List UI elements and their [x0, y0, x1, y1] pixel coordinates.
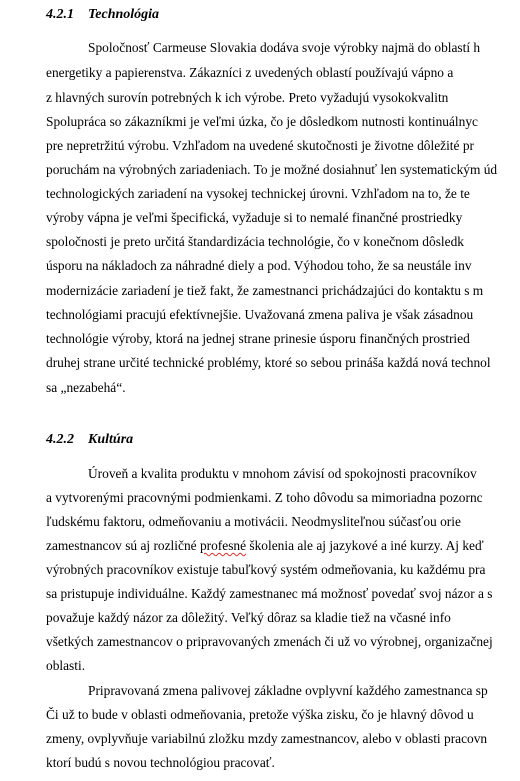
paragraph-line: Či už to bude v oblasti odmeňovania, pretože výška zisku, čo je hlavný dôvod u [46, 707, 474, 722]
section-number: 4.2.2 [46, 432, 74, 447]
paragraph-line: zmeny, ovplyvňuje variabilnú zložku mzdy zamestnancov, alebo v oblasti pracovn [46, 731, 488, 746]
paragraph-line: spoločnosti je preto určitá štandardizácia technológie, čo v konečnom dôsledk [46, 234, 464, 249]
paragraph-line: ktorí budú s novou technológiou pracovať. [46, 755, 275, 770]
section-number: 4.2.1 [46, 7, 74, 22]
paragraph-line: všetkých zamestnancov o pripravovaných zmenách či už vo výrobnej, organizačnej [46, 634, 493, 649]
paragraph-line: úsporu na nákladoch za náhradné diely a pod. Výhodou toho, že sa neustále inv [46, 258, 472, 273]
paragraph-line: ľudskému faktoru, odmeňovaniu a motivácii. Neodmysliteľnou súčasťou orie [46, 514, 461, 529]
paragraph-line: technológiami pracujú efektívnejšie. Uvažovaná zmena paliva je však zásadnou [46, 307, 474, 322]
paragraph-line: energetiky a papierenstva. Zákazníci z uvedených oblastí používajú vápno a [46, 65, 454, 80]
paragraph-line: oblasti. [46, 658, 86, 673]
paragraph-line: technologických zariadení na vysokej technickej úrovni. Vzhľadom na to, že te [46, 186, 470, 201]
text-segment: školenia ale aj jazykové a iné kurzy. Aj keď [246, 538, 484, 553]
paragraph-line: druhej strane určité technické problémy, ktoré so sebou prináša každá nová technol [46, 355, 491, 370]
section-title: Kultúra [88, 432, 134, 447]
paragraph-line: Úroveň a kvalita produktu v mnohom závisí od spokojnosti pracovníkov [88, 466, 477, 481]
paragraph-line: výroby vápna je veľmi špecifická, vyžaduje si to nemalé finančné prostriedky [46, 210, 463, 225]
paragraph-line: výrobných pracovníkov existuje tabuľkový systém odmeňovania, ku každému pra [46, 562, 486, 577]
section-heading-kultura [46, 432, 133, 448]
paragraph-line: Spoločnosť Carmeuse Slovakia dodáva svoje výrobky najmä do oblastí h [88, 40, 481, 55]
section-title: Technológia [88, 7, 160, 22]
paragraph-line: sa pristupuje individuálne. Každý zamestnanec má možnosť povedať svoj názor a s [46, 586, 493, 601]
paragraph-line: z hlavných surovín potrebných k ich výrobe. Preto vyžadujú vysokokvalitn [46, 90, 449, 105]
paragraph-line: Pripravovaná zmena palivovej základne ovplyvní každého zamestnanca sp [88, 683, 488, 698]
paragraph-line: sa „nezabehá“. [46, 380, 126, 395]
paragraph-line: považuje každý názor za dôležitý. Veľký dôraz sa kladie tiež na včasné info [46, 610, 451, 625]
paragraph-line: poruchám na výrobných zariadeniach. To je možné dosiahnuť len systematickým úd [46, 162, 498, 177]
paragraph-line: Spolupráca so zákazníkmi je veľmi úzka, čo je dôsledkom nutnosti kontinuálnyc [46, 114, 478, 129]
paragraph-line: pre nepretržitú výrobu. Vzhľadom na uvedené skutočnosti je životne dôležité pr [46, 138, 474, 153]
section-heading-technologia [46, 7, 159, 23]
paragraph-line: technológie výroby, ktorá na jednej strane prinesie úsporu finančných prostried [46, 331, 470, 346]
spellcheck-flagged-word: profesné [199, 538, 247, 553]
paragraph-line [46, 538, 484, 554]
paragraph-line: modernizácie zariadení je tiež fakt, že zamestnanci prichádzajúci do kontaktu s m [46, 283, 484, 298]
paragraph-line: a vytvorenými pracovnými podmienkami. Z toho dôvodu sa mimoriadna pozornc [46, 490, 483, 505]
text-segment: zamestnancov sú aj rozličné [46, 538, 200, 553]
